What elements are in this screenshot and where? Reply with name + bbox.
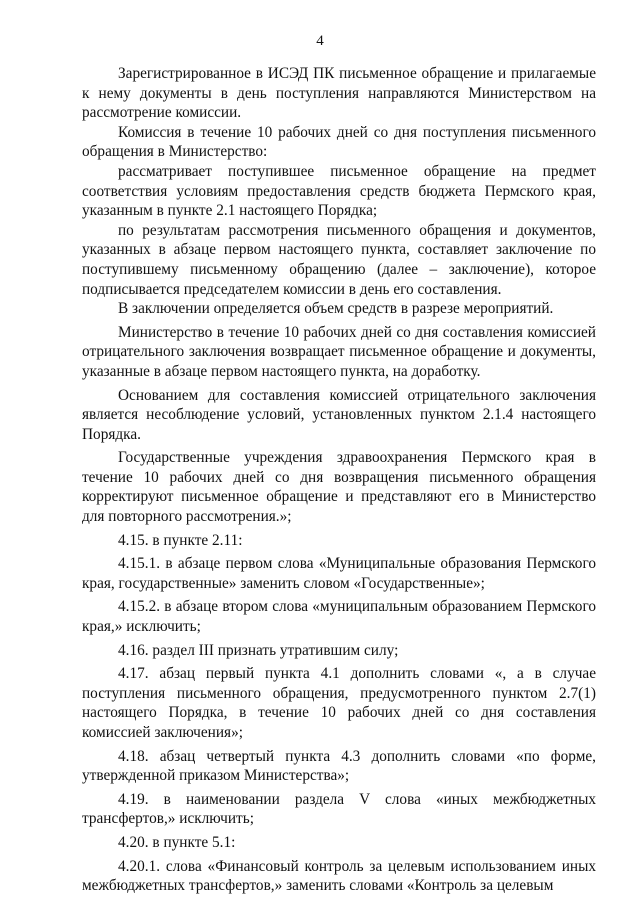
paragraph-item-4-15: 4.15. в пункте 2.11: (118, 531, 243, 549)
paragraph-item-4-15-2: 4.15.2. в абзаце втором слова «муниципальным образованием Пермского края,» исключить; (82, 598, 596, 636)
document-body (82, 64, 596, 900)
paragraph-reviews-compliance: рассматривает поступившее письменное обращение на предмет соответствия условиям предоставления средств бюджета Пермского края, указанным в пункте 2.1 настоящего Порядка; (82, 162, 596, 220)
paragraph-item-4-20-1: 4.20.1. слова «Финансовый контроль за целевым использованием иных межбюджетных трансфертов,» заменить словами «Контроль за целевым (82, 857, 596, 895)
paragraph-item-4-18: 4.18. абзац четвертый пункта 4.3 дополнить словами «по форме, утвержденной приказом Министерства»; (82, 747, 596, 785)
paragraph-item-4-19: 4.19. в наименовании раздела V слова «иных межбюджетных трансфертов,» исключить; (82, 790, 596, 828)
paragraph-draws-conclusion: по результатам рассмотрения письменного обращения и документов, указанных в абзаце первом настоящего пункта, составляет заключение по поступившему письменному обращению (далее – заключение), которое подписывается председателем комиссии в день его составления. (82, 221, 596, 298)
paragraph-registration: Зарегистрированное в ИСЭД ПК письменное обращение и прилагаемые к нему документы в день поступления направляются Министерством на рассмотрение комиссии. (82, 65, 596, 122)
paragraph-item-4-20: 4.20. в пункте 5.1: (118, 833, 236, 851)
paragraph-institutions-correct: Государственные учреждения здравоохранения Пермского края в течение 10 рабочих дней со дня возвращения письменного обращения корректируют письменное обращение и представляют его в Министерство для повторного рассмотрения.»; (82, 449, 596, 526)
paragraph-item-4-17: 4.17. абзац первый пункта 4.1 дополнить словами «, а в случае поступления письменного обращения, предусмотренного пунктом 2.7(1) настоящего Порядка, в течение 10 рабочих дней со дня составления комиссией заключения»; (82, 665, 596, 741)
paragraph-commission-term: Комиссия в течение 10 рабочих дней со дня поступления письменного обращения в Министерство: (82, 123, 596, 161)
page-number: 4 (316, 33, 324, 49)
paragraph-return-for-revision: Министерство в течение 10 рабочих дней со дня составления комиссией отрицательного заключения возвращает письменное обращение и документы, указанные в абзаце первом настоящего пункта, на доработку. (82, 323, 596, 380)
paragraph-item-4-16: 4.16. раздел III признать утратившим силу; (118, 641, 399, 659)
paragraph-conclusion-volume: В заключении определяется объем средств в разрезе мероприятий. (118, 300, 554, 318)
paragraph-negative-grounds: Основанием для составления комиссией отрицательного заключения является несоблюдение условий, установленных пунктом 2.1.4 настоящего Порядка. (82, 386, 596, 443)
paragraph-item-4-15-1: 4.15.1. в абзаце первом слова «Муниципальные образования Пермского края, государственные» заменить словом «Государственные»; (82, 555, 596, 592)
